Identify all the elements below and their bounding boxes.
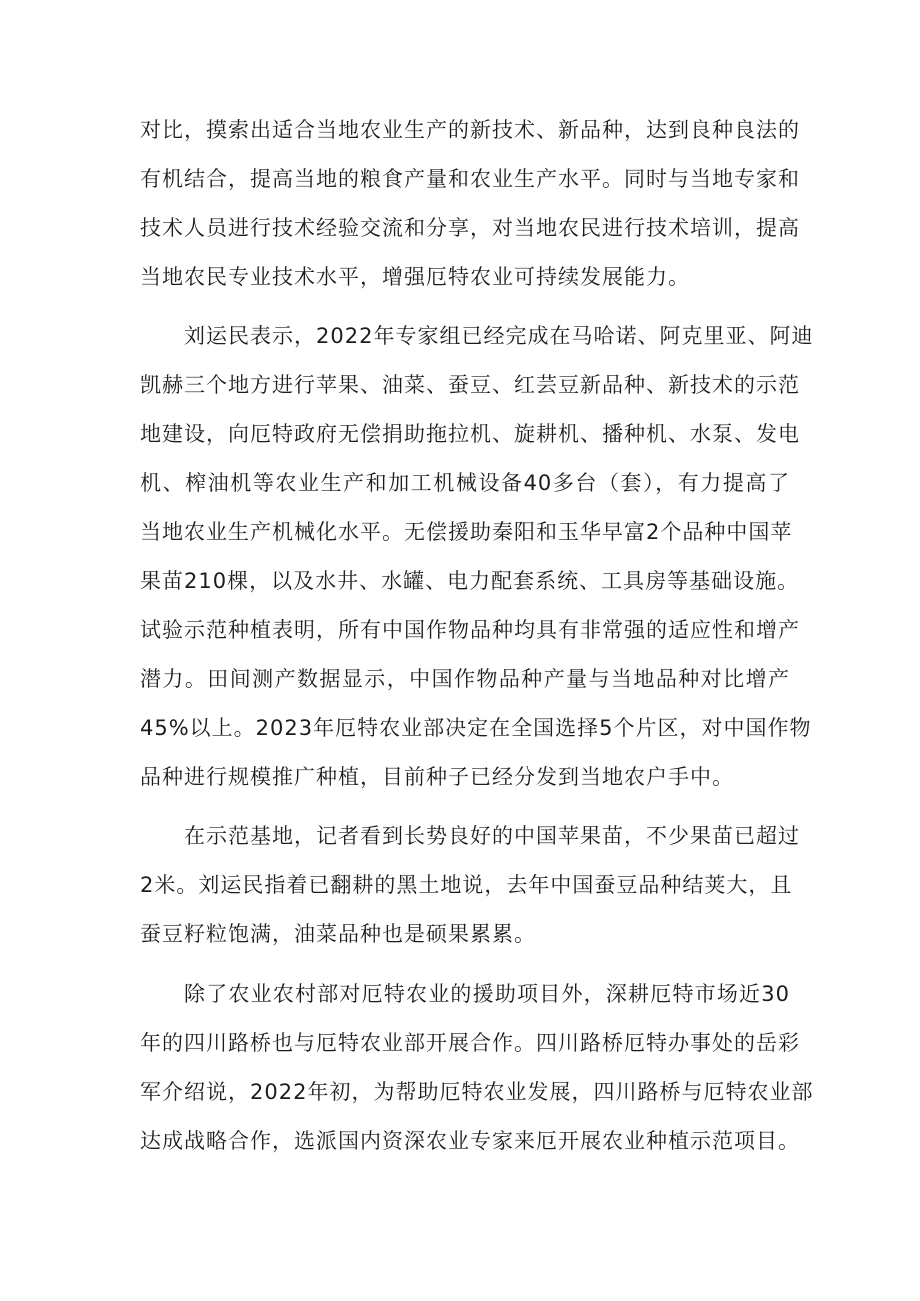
paragraph-4-line-3: 军介绍说，2022年初，为帮助厄特农业发展，四川路桥与厄特农业部 [140, 1080, 814, 1104]
paragraph-3-line-3: 蚕豆籽粒饱满，油菜品种也是硕果累累。 [140, 922, 536, 946]
paragraph-2-line-3: 地建设，向厄特政府无偿捐助拖拉机、旋耕机、播种机、水泵、发电 [140, 422, 800, 446]
paragraph-2-line-10: 品种进行规模推广种植，目前种子已经分发到当地农户手中。 [140, 765, 734, 789]
paragraph-3-line-1: 在示范基地，记者看到长势良好的中国苹果苗，不少果苗已超过 [184, 824, 800, 848]
paragraph-2-line-6: 果苗210棵，以及水井、水罐、电力配套系统、工具房等基础设施。 [140, 569, 800, 593]
paragraph-2-line-5: 当地农业生产机械化水平。无偿援助秦阳和玉华早富2个品种中国苹 [140, 520, 793, 544]
paragraph-3-line-2: 2米。刘运民指着已翻耕的黑土地说，去年中国蚕豆品种结荚大，且 [140, 873, 793, 897]
paragraph-1-line-4: 当地农民专业技术水平，增强厄特农业可持续发展能力。 [140, 265, 690, 289]
paragraph-2-line-9: 45%以上。2023年厄特农业部决定在全国选择5个片区，对中国作物 [140, 716, 812, 740]
paragraph-2-line-4: 机、榨油机等农业生产和加工机械设备40多台（套），有力提高了 [140, 471, 790, 495]
paragraph-4-line-1: 除了农业农村部对厄特农业的援助项目外，深耕厄特市场近30 [184, 982, 790, 1006]
paragraph-1-line-1: 对比，摸索出适合当地农业生产的新技术、新品种，达到良种良法的 [140, 118, 800, 142]
paragraph-4-line-4: 达成战略合作，选派国内资深农业专家来厄开展农业种植示范项目。 [140, 1129, 800, 1153]
paragraph-2-line-8: 潜力。田间测产数据显示，中国作物品种产量与当地品种对比增产 [140, 667, 790, 691]
paragraph-4-line-2: 年的四川路桥也与厄特农业部开展合作。四川路桥厄特办事处的岳彩 [140, 1031, 800, 1055]
paragraph-2-line-2: 凯赫三个地方进行苹果、油菜、蚕豆、红芸豆新品种、新技术的示范 [140, 373, 800, 397]
paragraph-1-line-2: 有机结合，提高当地的粮食产量和农业生产水平。同时与当地专家和 [140, 167, 800, 191]
paragraph-1-line-3: 技术人员进行技术经验交流和分享，对当地农民进行技术培训，提高 [140, 216, 800, 240]
paragraph-2-line-1: 刘运民表示，2022年专家组已经完成在马哈诺、阿克里亚、阿迪 [184, 324, 814, 348]
paragraph-2-line-7: 试验示范种植表明，所有中国作物品种均具有非常强的适应性和增产 [140, 618, 800, 642]
